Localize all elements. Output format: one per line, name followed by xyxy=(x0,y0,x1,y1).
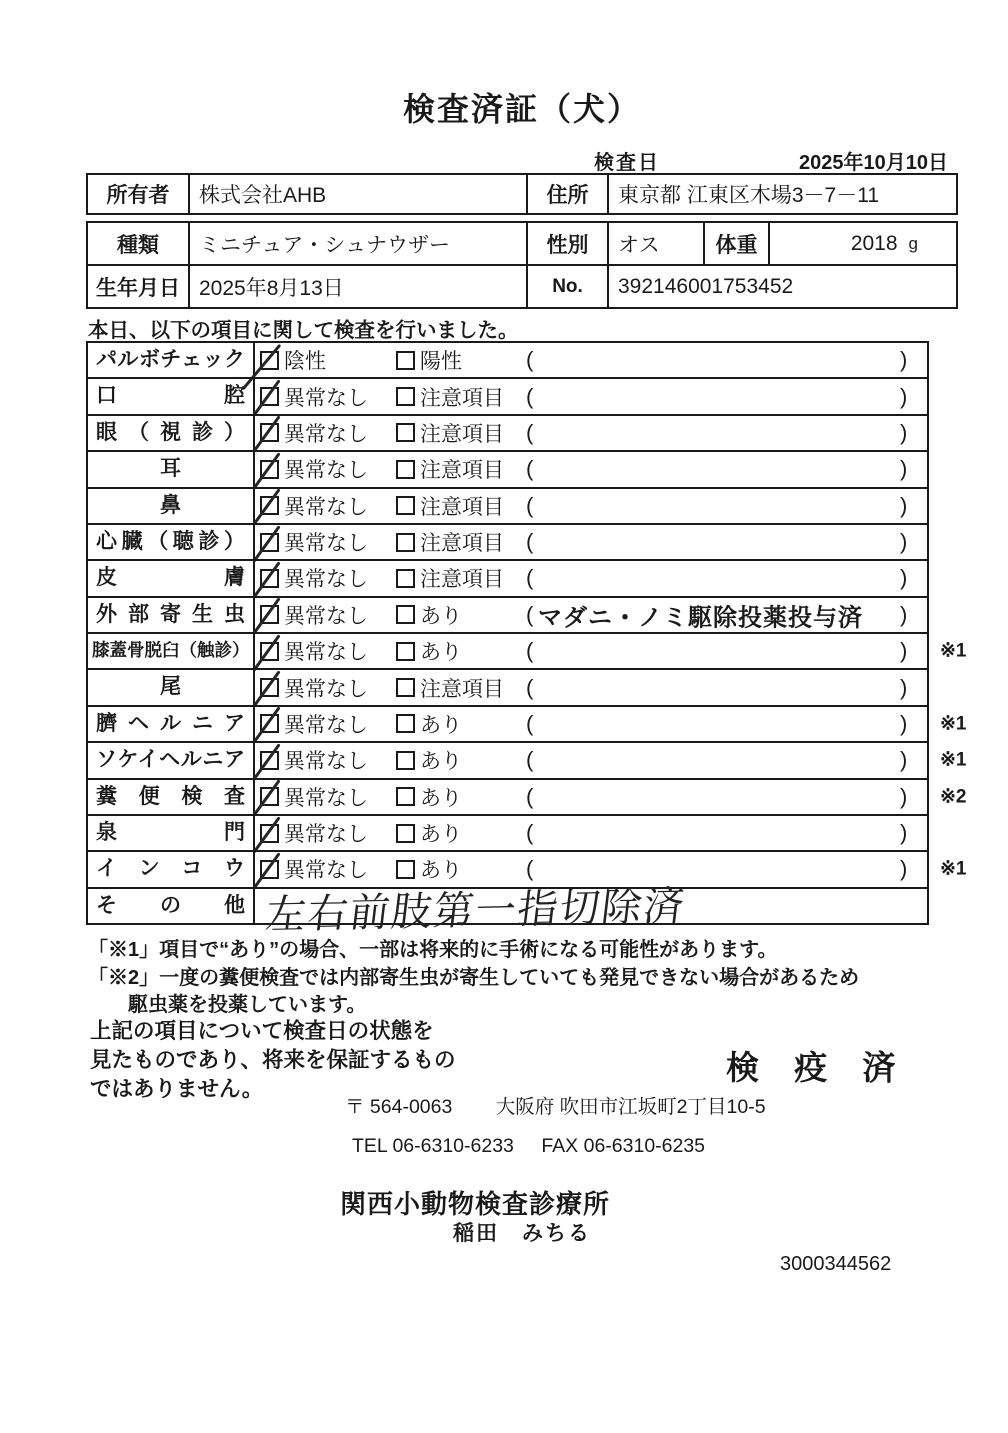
option1-group xyxy=(260,563,368,593)
checkbox-option2 xyxy=(396,496,415,515)
paren-close: ) xyxy=(900,783,908,809)
item-label: 臍ヘルニア xyxy=(88,707,255,741)
handwritten-check-mark xyxy=(252,489,280,526)
paren-close: ) xyxy=(900,565,908,591)
paren-open: ( xyxy=(526,856,534,882)
disclaimer-line3: ではありません。 xyxy=(90,1077,264,1101)
paren-open: ( xyxy=(526,747,534,773)
option1-label: 異常なし xyxy=(284,604,368,628)
checkbox-option2 xyxy=(396,824,415,843)
item-label: 眼（視診） xyxy=(88,416,255,450)
paren-close: ) xyxy=(900,601,908,627)
option2-group xyxy=(396,745,462,775)
checkbox-option1 xyxy=(260,714,279,733)
table-row xyxy=(88,596,927,632)
owner-label: 所有者 xyxy=(88,175,190,213)
option2-label: あり xyxy=(420,641,462,665)
paren-close: ) xyxy=(900,419,908,445)
item-label: 膝蓋骨脱臼（触診） xyxy=(88,634,255,668)
page-title: 検査済証（犬） xyxy=(402,91,641,127)
checkbox-option2 xyxy=(396,642,415,661)
birth-label: 生年月日 xyxy=(88,266,190,307)
table-row xyxy=(88,778,967,814)
table-row xyxy=(88,377,927,413)
disclaimer-line2: 見たものであり、将来を保証するもの xyxy=(90,1048,456,1072)
handwritten-check-mark xyxy=(252,707,280,744)
table-row xyxy=(88,668,927,704)
option2-group xyxy=(396,818,462,848)
handwritten-check-mark xyxy=(252,561,280,598)
option2-label: 注意項目 xyxy=(420,459,504,483)
clinic-name: 関西小動物検査診療所 xyxy=(340,1189,611,1219)
option2-label: 注意項目 xyxy=(420,568,504,592)
paren-open: ( xyxy=(526,383,534,409)
handwritten-check-mark xyxy=(252,452,280,489)
checkbox-option2 xyxy=(396,714,415,733)
item-label: パルボチェック xyxy=(88,343,255,377)
paren-close: ) xyxy=(900,529,908,555)
checkbox-option2 xyxy=(396,605,415,624)
checkbox-option2 xyxy=(396,351,415,370)
option2-group xyxy=(396,382,504,412)
table-row xyxy=(88,414,927,450)
address-label: 住所 xyxy=(528,175,609,213)
option1-label: 異常なし xyxy=(284,641,368,665)
breed-row xyxy=(88,223,956,264)
option1-group xyxy=(260,454,368,484)
table-row xyxy=(88,705,967,741)
checkbox-option1 xyxy=(260,860,279,879)
item-label: その他 xyxy=(88,889,255,923)
item-label: 外部寄生虫 xyxy=(88,598,255,632)
option1-group xyxy=(260,527,368,557)
option2-label: あり xyxy=(420,786,462,810)
no-label: No. xyxy=(528,266,609,307)
paren-open: ( xyxy=(526,674,534,700)
option1-group xyxy=(260,782,368,812)
weight-number: 2018 xyxy=(850,231,898,255)
footnote-2-line2: 駆虫薬を投薬しています。 xyxy=(128,994,367,1016)
option1-label: 陰性 xyxy=(284,350,326,374)
option2-label: あり xyxy=(420,859,462,883)
footnote-mark: ※1 xyxy=(940,749,967,771)
paren-close: ) xyxy=(900,638,908,664)
serial-number: 3000344562 xyxy=(780,1253,892,1275)
handwritten-check-mark xyxy=(252,598,280,635)
quarantine-stamp: 検 疫 済 xyxy=(726,1049,909,1086)
checkbox-option1 xyxy=(260,824,279,843)
option1-label: 異常なし xyxy=(284,713,368,737)
paren-close: ) xyxy=(900,492,908,518)
weight-value xyxy=(770,223,956,264)
item-label: 耳 xyxy=(88,452,255,486)
table-row xyxy=(88,632,967,668)
option1-label: 異常なし xyxy=(284,459,368,483)
row-note: マダニ・ノミ駆除投薬投与済 xyxy=(538,604,863,632)
option1-label: 異常なし xyxy=(284,568,368,592)
pet-table xyxy=(86,221,958,309)
option1-group xyxy=(260,673,368,703)
option2-group xyxy=(396,491,504,521)
option2-group xyxy=(396,418,504,448)
paren-close: ) xyxy=(900,820,908,846)
item-label: 糞便検査 xyxy=(88,780,255,814)
table-row xyxy=(88,523,927,559)
option1-group xyxy=(260,491,368,521)
option1-label: 異常なし xyxy=(284,386,368,410)
footnote-mark: ※1 xyxy=(940,858,967,880)
option2-label: 陽性 xyxy=(420,350,462,374)
sex-value: オス xyxy=(609,223,705,264)
option1-group xyxy=(260,854,368,884)
intro-text: 本日、以下の項目に関して検査を行いました。 xyxy=(88,319,519,342)
handwritten-check-mark xyxy=(252,780,280,817)
owner-value: 株式会社AHB xyxy=(190,175,528,213)
footnote-2-line1: 「※2」一度の糞便検査では内部寄生虫が寄生していても発見できない場合があるため xyxy=(88,967,860,989)
clinic-postal: 〒 564-0063 xyxy=(345,1096,453,1118)
paren-open: ( xyxy=(526,347,534,373)
checkbox-option2 xyxy=(396,751,415,770)
checkbox-option1 xyxy=(260,496,279,515)
option1-label: 異常なし xyxy=(284,677,368,701)
checkbox-option1 xyxy=(260,569,279,588)
exam-date-value: 2025年10月10日 xyxy=(799,152,948,174)
option1-group xyxy=(260,418,368,448)
owner-row xyxy=(88,175,956,213)
table-row xyxy=(88,741,967,777)
paren-open: ( xyxy=(526,529,534,555)
checkbox-option2 xyxy=(396,787,415,806)
table-row xyxy=(88,487,927,523)
checkbox-option1 xyxy=(260,533,279,552)
item-label: 心臓（聴診） xyxy=(88,525,255,559)
option2-group xyxy=(396,709,462,739)
option1-group xyxy=(260,382,368,412)
handwritten-check-mark xyxy=(252,816,280,853)
checkbox-option1 xyxy=(260,642,279,661)
checkbox-option2 xyxy=(396,460,415,479)
handwritten-note: 左右前肢第一指切除済 xyxy=(262,884,689,938)
paren-open: ( xyxy=(526,565,534,591)
footnote-1: 「※1」項目で“あり”の場合、一部は将来的に手術になる可能性があります。 xyxy=(88,939,778,961)
breed-value: ミニチュア・シュナウザー xyxy=(190,223,528,264)
handwritten-check-mark xyxy=(252,379,280,416)
footnote-mark: ※1 xyxy=(940,640,967,662)
weight-unit: g xyxy=(908,233,918,253)
option2-group xyxy=(396,782,462,812)
paren-close: ) xyxy=(900,747,908,773)
clinic-address-line xyxy=(345,1091,766,1119)
checkbox-option2 xyxy=(396,423,415,442)
option1-label: 異常なし xyxy=(284,422,368,446)
item-label: 泉門 xyxy=(88,816,255,850)
checkbox-option1 xyxy=(260,678,279,697)
table-row xyxy=(88,814,927,850)
disclaimer-line1: 上記の項目について検査日の状態を xyxy=(90,1019,434,1043)
breed-label: 種類 xyxy=(88,223,190,264)
option2-label: あり xyxy=(420,713,462,737)
paren-close: ) xyxy=(900,710,908,736)
paren-close: ) xyxy=(900,347,908,373)
option1-label: 異常なし xyxy=(284,786,368,810)
option1-group xyxy=(260,745,368,775)
paren-close: ) xyxy=(900,856,908,882)
checkbox-option1 xyxy=(260,751,279,770)
item-label: 皮膚 xyxy=(88,561,255,595)
option2-group xyxy=(396,563,504,593)
item-label: 鼻 xyxy=(88,489,255,523)
option2-label: あり xyxy=(420,750,462,774)
option1-group xyxy=(260,345,326,375)
option1-label: 異常なし xyxy=(284,859,368,883)
option2-group xyxy=(396,673,504,703)
handwritten-check-mark xyxy=(252,525,280,562)
veterinarian-name: 稲田 みちる xyxy=(453,1222,591,1245)
checkbox-option1 xyxy=(260,387,279,406)
item-label: 口腔 xyxy=(88,379,255,413)
item-label: 尾 xyxy=(88,670,255,704)
option2-group xyxy=(396,345,462,375)
table-row xyxy=(88,450,927,486)
option2-label: 注意項目 xyxy=(420,386,504,410)
sex-label: 性別 xyxy=(528,223,609,264)
option2-group xyxy=(396,636,462,666)
paren-open: ( xyxy=(526,820,534,846)
option2-label: あり xyxy=(420,604,462,628)
option1-label: 異常なし xyxy=(284,495,368,519)
checkbox-option2 xyxy=(396,387,415,406)
option2-label: 注意項目 xyxy=(420,677,504,701)
checkbox-option1 xyxy=(260,351,279,370)
paren-open: ( xyxy=(526,492,534,518)
handwritten-check-mark xyxy=(252,670,280,707)
paren-open: ( xyxy=(526,638,534,664)
handwritten-check-mark xyxy=(252,743,280,780)
option2-group xyxy=(396,600,462,630)
option1-group xyxy=(260,600,368,630)
exam-date-label: 検査日 xyxy=(594,152,660,174)
clinic-fax: FAX 06-6310-6235 xyxy=(541,1135,706,1157)
birth-row xyxy=(88,264,956,307)
checkbox-option2 xyxy=(396,569,415,588)
option1-group xyxy=(260,636,368,666)
clinic-tel: TEL 06-6310-6233 xyxy=(352,1135,514,1157)
checkbox-option2 xyxy=(396,678,415,697)
clinic-address: 大阪府 吹田市江坂町2丁目10-5 xyxy=(495,1096,766,1118)
birth-value: 2025年8月13日 xyxy=(190,266,528,307)
checkbox-option1 xyxy=(260,605,279,624)
clinic-phone-line xyxy=(352,1135,705,1158)
option2-group xyxy=(396,454,504,484)
checkbox-option1 xyxy=(260,787,279,806)
option2-label: 注意項目 xyxy=(420,495,504,519)
item-label: インコウ xyxy=(88,852,255,886)
handwritten-check-mark xyxy=(252,634,280,671)
option2-label: あり xyxy=(420,823,462,847)
footnote-mark: ※2 xyxy=(940,786,967,808)
paren-open: ( xyxy=(526,419,534,445)
footnote-mark: ※1 xyxy=(940,713,967,735)
option1-label: 異常なし xyxy=(284,532,368,556)
checklist-table xyxy=(86,341,967,938)
owner-table xyxy=(86,173,958,215)
paren-close: ) xyxy=(900,456,908,482)
checkbox-option1 xyxy=(260,460,279,479)
checkbox-option1 xyxy=(260,423,279,442)
option1-group xyxy=(260,709,368,739)
paren-open: ( xyxy=(526,601,534,627)
no-value: 392146001753452 xyxy=(618,274,794,298)
table-row xyxy=(88,884,927,938)
address-value: 東京都 江東区木場3－7－11 xyxy=(618,184,879,207)
option2-label: 注意項目 xyxy=(420,422,504,446)
checkbox-option2 xyxy=(396,533,415,552)
paren-open: ( xyxy=(526,783,534,809)
option1-group xyxy=(260,818,368,848)
option1-label: 異常なし xyxy=(284,823,368,847)
paren-open: ( xyxy=(526,456,534,482)
option2-label: 注意項目 xyxy=(420,532,504,556)
table-row xyxy=(88,559,927,595)
paren-open: ( xyxy=(526,710,534,736)
handwritten-check-mark xyxy=(252,416,280,453)
item-label: ソケイヘルニア xyxy=(88,743,255,777)
checkbox-option2 xyxy=(396,860,415,879)
option1-label: 異常なし xyxy=(284,750,368,774)
table-row xyxy=(88,343,927,377)
option2-group xyxy=(396,527,504,557)
paren-close: ) xyxy=(900,674,908,700)
weight-label: 体重 xyxy=(705,223,770,264)
paren-close: ) xyxy=(900,383,908,409)
